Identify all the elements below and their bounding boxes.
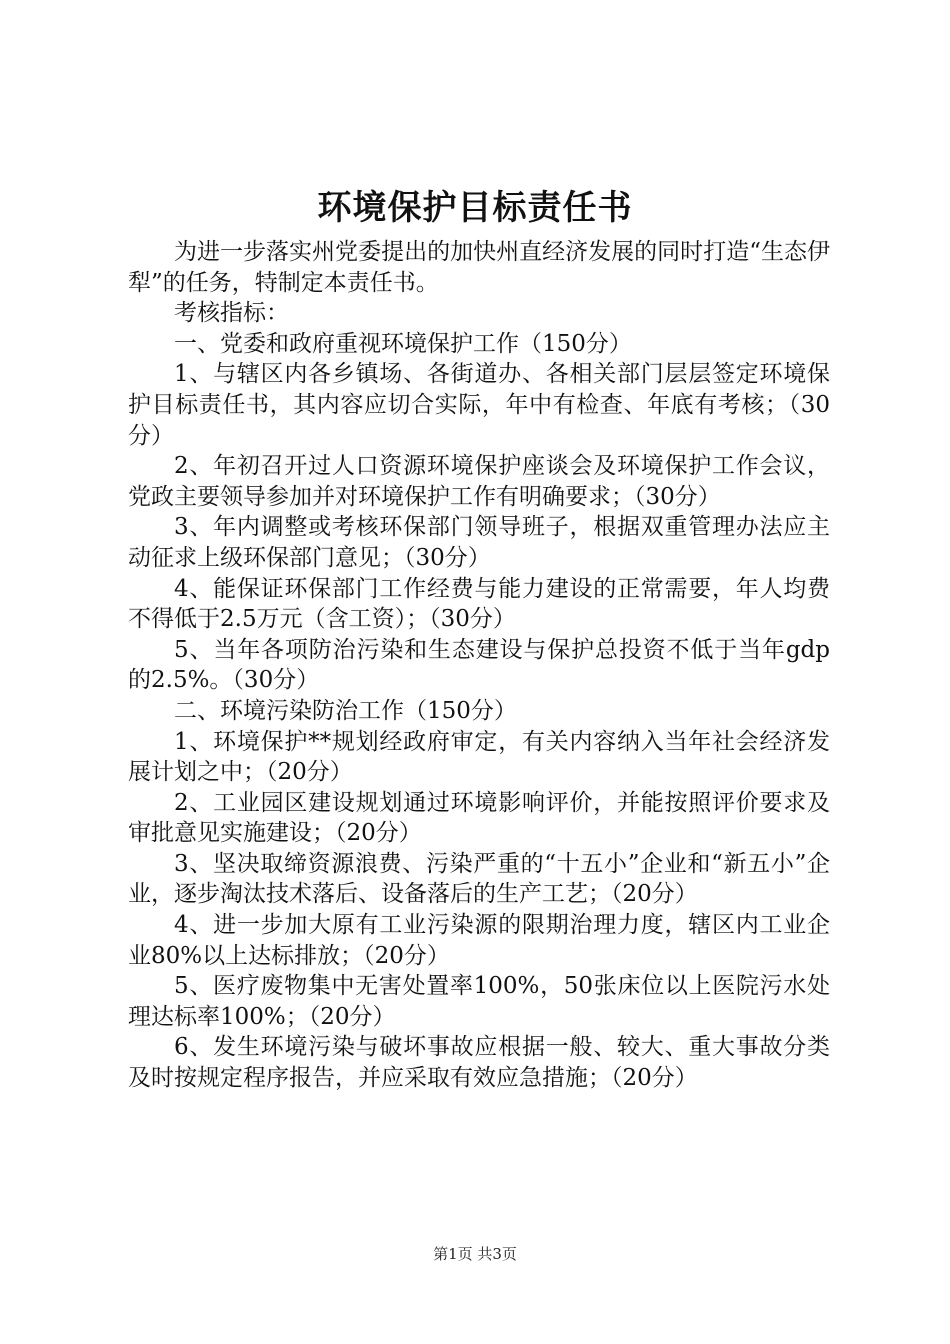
list-item: 3、坚决取缔资源浪费、污染严重的“十五小”企业和“新五小”企业，逐步淘汰技术落后、设备落后的生产工艺；（20分）	[128, 850, 830, 908]
list-item: 6、发生环境污染与破坏事故应根据一般、较大、重大事故分类及时按规定程序报告，并应采取有效应急措施；（20分）	[128, 1034, 830, 1092]
document-title: 环境保护目标责任书	[317, 188, 633, 228]
list-item: 4、能保证环保部门工作经费与能力建设的正常需要，年人均费不得低于2.5万元（含工资）；（30分）	[128, 575, 830, 633]
list-item: 3、年内调整或考核环保部门领导班子，根据双重管理办法应主动征求上级环保部门意见；（30分）	[128, 514, 830, 571]
paragraph-intro: 为进一步落实州党委提出的加快州直经济发展的同时打造“生态伊犁”的任务，特制定本责任书。	[128, 239, 830, 296]
paragraph-criteria-heading: 考核指标：	[174, 300, 289, 327]
list-item: 2、工业园区建设规划通过环境影响评价，并能按照评价要求及审批意见实施建设；（20分）	[128, 789, 830, 847]
list-item: 5、医疗废物集中无害处置率100%，50张床位以上医院污水处理达标率100%；（20分）	[128, 973, 830, 1030]
page-number-footer: 第1页 共3页	[433, 1245, 517, 1263]
section-heading-2: 二、环境污染防治工作（150分）	[174, 697, 517, 724]
list-item: 1、与辖区内各乡镇场、各街道办、各相关部门层层签定环境保护目标责任书，其内容应切合实际，年中有检查、年底有考核；（30分）	[128, 361, 830, 449]
list-item: 4、进一步加大原有工业污染源的限期治理力度，辖区内工业企业80%以上达标排放；（20分）	[128, 912, 830, 969]
list-item: 2、年初召开过人口资源环境保护座谈会及环境保护工作会议，党政主要领导参加并对环境保护工作有明确要求；（30分）	[128, 453, 830, 510]
section-heading-1: 一、党委和政府重视环境保护工作（150分）	[174, 330, 632, 357]
list-item: 5、当年各项防治污染和生态建设与保护总投资不低于当年gdp的2.5%。（30分）	[128, 636, 830, 694]
list-item: 1、环境保护**规划经政府审定，有关内容纳入当年社会经济发展计划之中；（20分）	[128, 728, 830, 786]
document-body	[128, 237, 830, 1094]
